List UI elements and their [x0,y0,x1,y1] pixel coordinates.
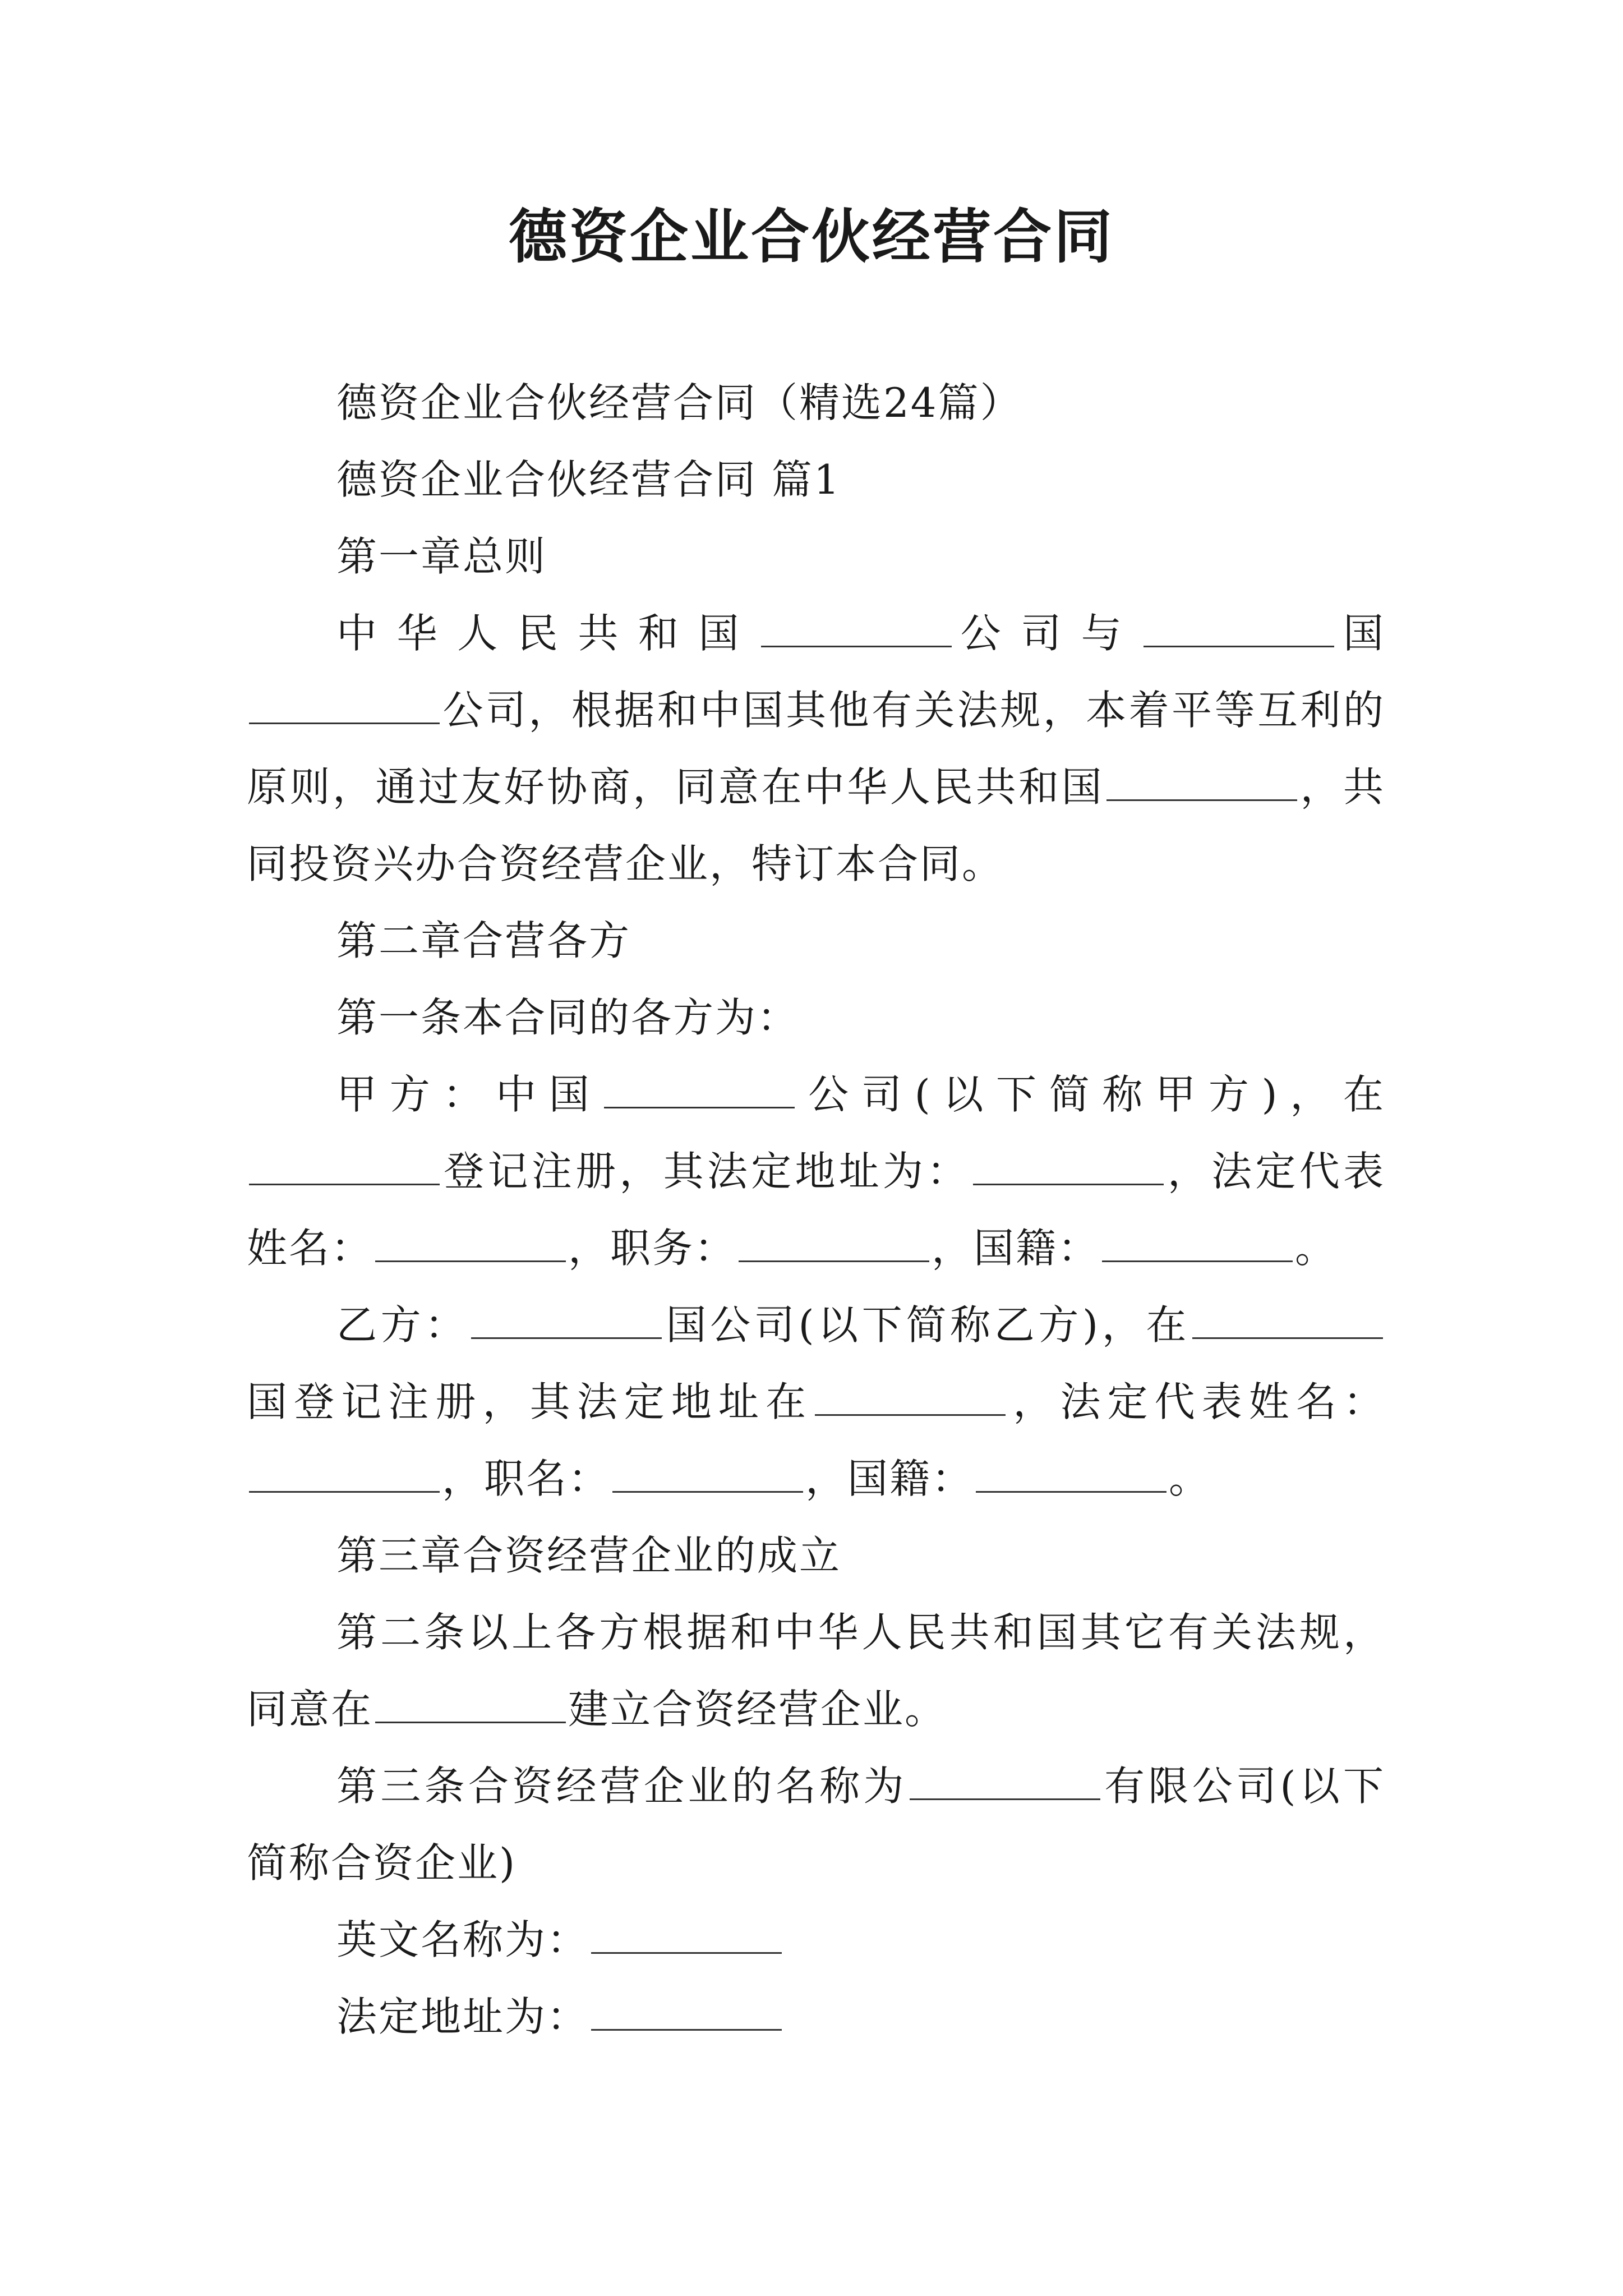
blank-line [591,1995,782,2031]
paragraph-text: 第一条本合同的各方为： [336,994,800,1041]
blank-line [910,1765,1100,1800]
blank-line [761,612,952,647]
paragraph-text: ，法定代表姓名： [247,1148,1385,1272]
paragraph-text: 国登记注册，其法定地址在 [247,1378,813,1425]
paragraph-subtitle [247,365,1385,441]
blank-line [1102,1227,1293,1262]
paragraph-text: 国 [1336,610,1385,657]
paragraph-article-3 [247,1748,1385,1902]
paragraph-text: ，国籍： [805,1455,974,1502]
paragraph-text: 英文名称为： [336,1916,589,1963]
paragraph-text: 国公司(以下简称乙方)，在 [663,1301,1190,1349]
blank-line [591,1918,782,1954]
paragraph-text: 第二章合营各方 [336,917,631,964]
paragraph-text: 第一章总则 [336,533,547,580]
blank-line [604,1073,795,1108]
paragraph-text: 乙方： [336,1301,469,1349]
blank-line [1106,766,1297,801]
paragraph-text: 第二条以上各方根据和中华人民共和国其它有关法规，同意在 [247,1609,1385,1733]
paragraph-text: 建立合资经营企业。 [568,1686,947,1733]
paragraph-party-b [247,1287,1385,1517]
paragraph-text: 德资企业合伙经营合同（精选24篇） [336,379,1022,426]
blank-line [249,689,440,724]
paragraph-text: 法定地址为： [336,1993,589,2040]
paragraph-preamble [247,595,1385,903]
blank-line [1192,1304,1383,1339]
paragraph-text: 甲方：中国 [336,1071,602,1118]
blank-line [739,1227,929,1262]
document-body [247,365,1385,2055]
paragraph-text: 公司，根据和中国其他有关法规，本着平等互利的原则，通过友好协商，同意在中华人民共和国 [247,687,1385,811]
blank-line [976,1457,1166,1493]
paragraph-text: 公司(以下简称甲方)，在 [797,1071,1385,1118]
paragraph-text: 。 [1169,1455,1211,1502]
paragraph-chapter-2 [247,903,1385,979]
paragraph-article-1 [247,979,1385,1056]
paragraph-text: 第三章合资经营企业的成立 [336,1532,842,1579]
paragraph-section-heading [247,441,1385,518]
paragraph-party-a [247,1056,1385,1287]
paragraph-article-2 [247,1594,1385,1748]
paragraph-legal-address [247,1978,1385,2055]
paragraph-text: ，国籍： [932,1225,1100,1272]
blank-line [1144,612,1334,647]
paragraph-text: 中华人民共和国 [336,610,759,657]
blank-line [249,1457,440,1493]
blank-line [471,1304,662,1339]
paragraph-text: 有限公司(以下简称合资企业) [247,1763,1385,1887]
paragraph-english-name [247,1902,1385,1978]
paragraph-text: ，职务： [568,1225,737,1272]
paragraph-chapter-3 [247,1517,1385,1594]
blank-line [815,1381,1006,1416]
document-title: 德资企业合伙经营合同 [508,202,1114,271]
blank-line [249,1150,440,1185]
blank-line [612,1457,803,1493]
blank-line [973,1150,1164,1185]
paragraph-text: 登记注册，其法定地址为： [442,1148,971,1195]
paragraph-chapter-1 [247,518,1385,595]
paragraph-text: ，共同投资兴办合资经营企业，特订本合同。 [247,763,1385,887]
paragraph-text: ，法定代表姓名： [1008,1378,1385,1425]
blank-line [375,1688,566,1723]
paragraph-text: 德资企业合伙经营合同 篇1 [336,456,841,503]
paragraph-text: 第三条合资经营企业的名称为 [336,1763,907,1810]
paragraph-text: 公司与 [954,610,1142,657]
paragraph-text: 。 [1295,1225,1338,1272]
paragraph-text: ，职名： [442,1455,611,1502]
blank-line [375,1227,566,1262]
